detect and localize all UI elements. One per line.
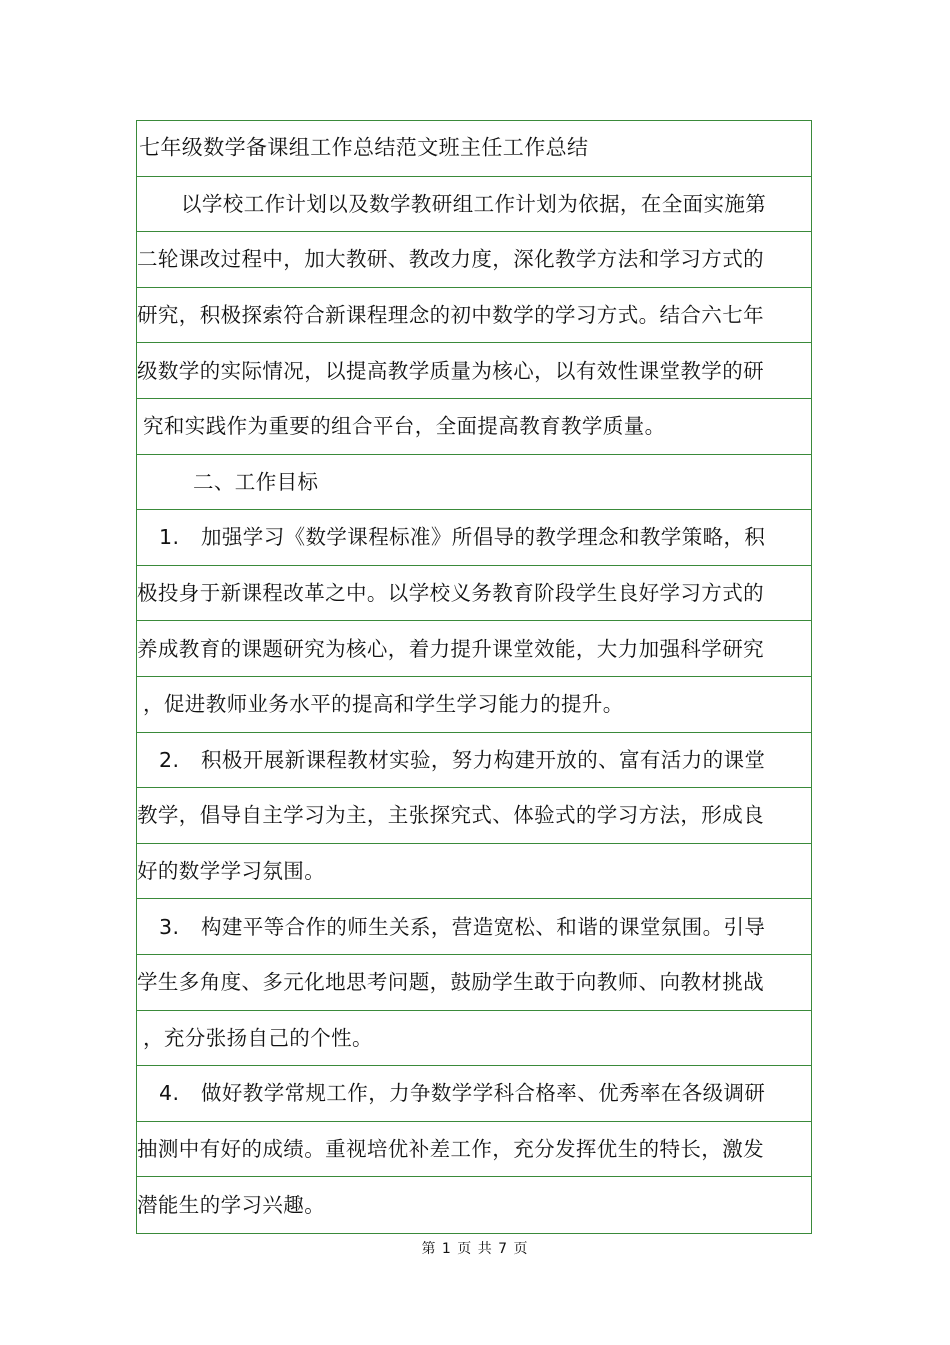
paragraph-line: 研究，积极探索符合新课程理念的初中数学的学习方式。结合六七年 [137,302,764,327]
table-row [137,899,811,955]
table-row [137,1011,811,1067]
paragraph-line: 学生多角度、多元化地思考问题，鼓励学生敢于向教师、向教材挑战 [137,969,764,994]
table-row [137,1122,811,1178]
item-text: 做好教学常规工作，力争数学学科合格率、优秀率在各级调研 [201,1081,766,1106]
table-row [137,399,811,455]
paragraph-line: 以学校工作计划以及数学教研组工作计划为依据，在全面实施第 [181,191,767,216]
item-text: 构建平等合作的师生关系，营造宽松、和谐的课堂氛围。引导 [201,914,766,939]
document-table [136,120,812,1234]
table-row [137,566,811,622]
section-heading: 二、工作目标 [193,469,319,494]
table-row [137,1177,811,1233]
paragraph-line: 级数学的实际情况，以提高教学质量为核心，以有效性课堂教学的研 [137,358,764,383]
table-row [137,1066,811,1122]
table-row [137,788,811,844]
table-row [137,844,811,900]
table-row [137,733,811,789]
numbered-item-line [159,527,765,548]
item-number: 2. [159,747,180,772]
table-row [137,455,811,511]
item-number: 1. [159,525,180,550]
paragraph-line: 究和实践作为重要的组合平台，全面提高教育教学质量。 [143,414,666,439]
table-row [137,621,811,677]
item-text: 加强学习《数学课程标准》所倡导的教学理念和教学策略，积 [201,525,766,550]
document-title: 七年级数学备课组工作总结范文班主任工作总结 [139,135,589,160]
table-row [137,343,811,399]
paragraph-line: 好的数学学习氛围。 [137,858,326,883]
paragraph-line: 潜能生的学习兴趣。 [137,1192,326,1217]
paragraph-line: 二轮课改过程中，加大教研、教改力度，深化教学方法和学习方式的 [137,247,764,272]
numbered-item-line [159,747,766,772]
table-row [137,955,811,1011]
table-row [137,288,811,344]
paragraph-line: 极投身于新课程改革之中。以学校义务教育阶段学生良好学习方式的 [137,580,764,605]
paragraph-line: 教学，倡导自主学习为主，主张探究式、体验式的学习方法，形成良 [137,803,764,828]
table-row [137,177,811,233]
item-number: 3. [159,914,180,939]
numbered-item-line [159,916,765,937]
page-number-footer: 第 1 页 共 7 页 [421,1241,529,1257]
table-row [137,677,811,733]
item-text: 积极开展新课程教材实验，努力构建开放的、富有活力的课堂 [201,747,766,772]
paragraph-line: ，促进教师业务水平的提高和学生学习能力的提升。 [143,691,624,716]
paragraph-line: 养成教育的课题研究为核心，着力提升课堂效能，大力加强科学研究 [137,636,764,661]
numbered-item-line [159,1083,765,1104]
table-row [137,510,811,566]
table-row [137,121,811,177]
item-number: 4. [159,1081,180,1106]
table-row [137,232,811,288]
paragraph-line: 抽测中有好的成绩。重视培优补差工作，充分发挥优生的特长，激发 [137,1136,764,1161]
paragraph-line: ，充分张扬自己的个性。 [143,1025,373,1050]
